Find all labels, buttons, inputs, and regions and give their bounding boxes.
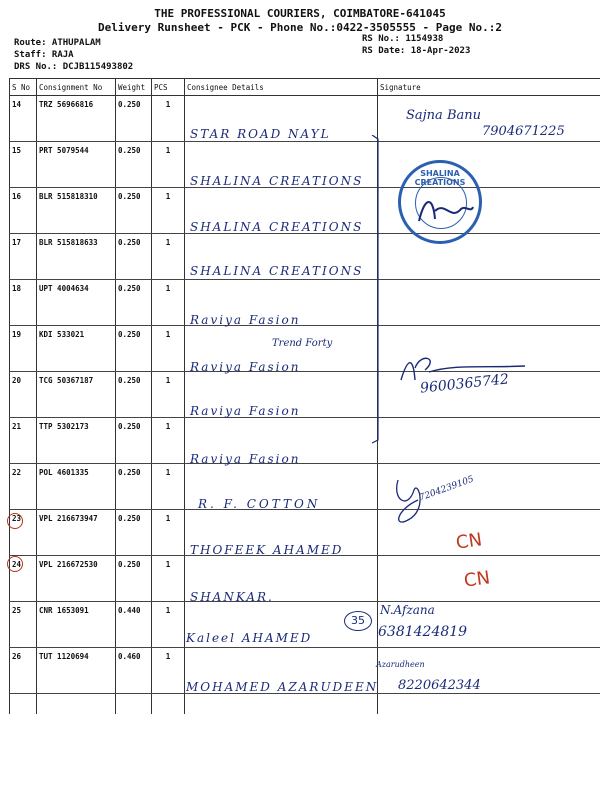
drs-label: DRS No.: DCJB115493802 (14, 62, 134, 72)
sno-cell: 22 (10, 464, 37, 510)
sno-cell: 15 (10, 142, 37, 188)
sno-cell: 16 (10, 188, 37, 234)
consignment-cell: TTP 5302173 (37, 418, 116, 464)
phone-25: 6381424819 (378, 624, 468, 640)
runsheet-subtitle: Delivery Runsheet - PCK - Phone No.:0422-3505555 - Page No.:2 (98, 21, 502, 34)
company-title: THE PROFESSIONAL COURIERS, COIMBATORE-641045 (154, 7, 446, 20)
phone-20: 9600365742 (419, 371, 510, 397)
consignee-17: SHALINA CREATIONS (190, 264, 364, 278)
col-signature: Signature (378, 79, 600, 96)
pcs-cell: 1 (152, 326, 185, 372)
consignee-23: THOFEEK AHAMED (190, 543, 344, 557)
rs-date-label: RS Date: 18-Apr-2023 (362, 46, 471, 56)
pcs-cell: 1 (152, 464, 185, 510)
weight-cell: 0.250 (116, 372, 152, 418)
pcs-cell: 1 (152, 418, 185, 464)
consignment-cell: VPL 216672530 (37, 556, 116, 602)
consignee-25: Kaleel AHAMED (186, 631, 313, 645)
consignment-cell: CNR 1653091 (37, 602, 116, 648)
table-row (10, 280, 600, 326)
consignee-21: Raviya Fasion (190, 452, 301, 466)
bracket-line (370, 135, 382, 445)
signature-25: N.Afzana (380, 603, 435, 617)
weight-cell: 0.250 (116, 142, 152, 188)
pcs-cell: 1 (152, 234, 185, 280)
company-stamp (398, 160, 482, 244)
consignment-cell: POL 4601335 (37, 464, 116, 510)
consignment-cell: PRT 5079544 (37, 142, 116, 188)
consignment-cell: TUT 1120694 (37, 648, 116, 694)
signature-22-scribble (388, 470, 438, 535)
signature-14: Sajna Banu (406, 108, 481, 123)
cn-mark-24: CN (462, 567, 492, 592)
weight-cell: 0.460 (116, 648, 152, 694)
pcs-cell: 1 (152, 556, 185, 602)
consignee-15: SHALINA CREATIONS (190, 174, 364, 188)
weight-cell: 0.250 (116, 418, 152, 464)
table-row (10, 556, 600, 602)
consignment-cell: TRZ 56966816 (37, 96, 116, 142)
pcs-cell: 1 (152, 280, 185, 326)
consignment-cell: BLR 515818310 (37, 188, 116, 234)
pcs-cell: 1 (152, 372, 185, 418)
table-header-row (10, 79, 600, 96)
weight-cell: 0.250 (116, 556, 152, 602)
weight-cell: 0.440 (116, 602, 152, 648)
consignee-26: MOHAMED AZARUDEEN (186, 680, 379, 694)
pcs-cell: 1 (152, 142, 185, 188)
signature-26: Azarudheen (376, 660, 425, 669)
weight-cell: 0.250 (116, 464, 152, 510)
trend-forty-note: Trend Forty (272, 338, 333, 349)
consignee-20: Raviya Fasion (190, 404, 301, 418)
consignee-14: STAR ROAD NAYL (190, 127, 331, 141)
sno-cell: 19 (10, 326, 37, 372)
staff-label: Staff: RAJA (14, 50, 74, 60)
weight-cell: 0.250 (116, 280, 152, 326)
consignee-22: R. F. COTTON (198, 497, 321, 511)
consignee-19: Raviya Fasion (190, 360, 301, 374)
weight-cell: 0.250 (116, 96, 152, 142)
weight-cell: 0.250 (116, 326, 152, 372)
consignee-16: SHALINA CREATIONS (190, 220, 364, 234)
stamp-signature (415, 191, 475, 231)
table-filler-row (10, 694, 600, 714)
weight-cell: 0.250 (116, 510, 152, 556)
col-sno: S No (10, 79, 37, 96)
phone-14: 7904671225 (482, 124, 565, 139)
sno-cell: 25 (10, 602, 37, 648)
sno-cell: 24 (10, 556, 37, 602)
sno-cell: 23 (10, 510, 37, 556)
consignee-18: Raviya Fasion (190, 313, 301, 327)
phone-22: 7204239105 (418, 474, 476, 504)
sno-cell: 26 (10, 648, 37, 694)
count-badge: 35 (344, 611, 372, 631)
sno-cell: 14 (10, 96, 37, 142)
col-pcs: PCS (152, 79, 185, 96)
sno-circle-23 (7, 513, 23, 529)
consignment-cell: TCG 50367187 (37, 372, 116, 418)
weight-cell: 0.250 (116, 188, 152, 234)
col-weight: Weight (116, 79, 152, 96)
signature-cell (378, 280, 600, 326)
pcs-cell: 1 (152, 96, 185, 142)
pcs-cell: 1 (152, 188, 185, 234)
consignee-24: SHANKAR. (190, 590, 274, 604)
phone-26: 8220642344 (398, 678, 481, 693)
consignment-cell: BLR 515818633 (37, 234, 116, 280)
route-label: Route: ATHUPALAM (14, 38, 101, 48)
consignment-cell: UPT 4004634 (37, 280, 116, 326)
sno-cell: 21 (10, 418, 37, 464)
col-consignee: Consignee Details (185, 79, 378, 96)
col-consignment: Consignment No (37, 79, 116, 96)
signature-cell (378, 234, 600, 280)
table-row (10, 418, 600, 464)
sno-circle-24 (7, 556, 23, 572)
pcs-cell: 1 (152, 648, 185, 694)
consignment-cell: VPL 216673947 (37, 510, 116, 556)
consignment-cell: KDI 533021 (37, 326, 116, 372)
pcs-cell: 1 (152, 510, 185, 556)
stamp-text: SHALINA CREATIONS (414, 169, 466, 187)
sno-cell: 17 (10, 234, 37, 280)
weight-cell: 0.250 (116, 234, 152, 280)
sno-cell: 18 (10, 280, 37, 326)
rs-no-label: RS No.: 1154938 (362, 34, 444, 44)
pcs-cell: 1 (152, 602, 185, 648)
sno-cell: 20 (10, 372, 37, 418)
signature-cell (378, 418, 600, 464)
cn-mark-23: CN (454, 529, 484, 554)
